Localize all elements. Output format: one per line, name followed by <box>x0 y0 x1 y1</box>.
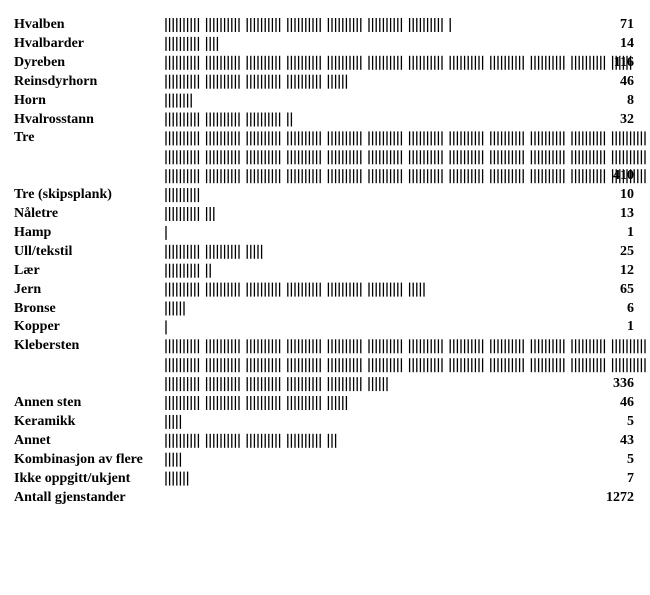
value-label: 13 <box>620 206 634 221</box>
category-label: Kombinasjon av flere <box>14 451 143 467</box>
total-label: Antall gjenstander <box>14 489 126 505</box>
value-label: 1 <box>627 319 634 335</box>
value-label: 65 <box>620 281 634 297</box>
value-label: 32 <box>620 111 634 127</box>
category-label: Hvalbarder <box>14 35 84 51</box>
category-label: Klebersten <box>14 338 80 354</box>
category-label: Bronse <box>14 300 56 316</box>
value-label: 43 <box>620 432 634 448</box>
category-label: Annet <box>14 432 51 448</box>
value-label: 336 <box>613 376 634 392</box>
category-label: Tre (skipsplank) <box>14 187 112 203</box>
value-label: 410 <box>613 168 634 184</box>
category-label: Tre <box>14 130 35 146</box>
category-label: Ikke oppgitt/ukjent <box>14 470 131 486</box>
category-label: Jern <box>14 281 42 297</box>
category-label: Hamp <box>14 224 52 240</box>
value-label: 116 <box>613 54 634 70</box>
value-label: 5 <box>627 451 634 467</box>
value-label: 71 <box>620 17 634 32</box>
category-label: Nåletre <box>14 206 59 221</box>
category-label: Reinsdyrhorn <box>14 73 98 89</box>
category-label: Annen sten <box>14 395 82 410</box>
category-label: Hvalben <box>14 17 65 32</box>
category-label: Dyreben <box>14 54 66 70</box>
value-label: 46 <box>620 395 634 410</box>
value-label: 10 <box>620 187 634 203</box>
value-label: 6 <box>627 300 634 316</box>
value-label: 14 <box>620 35 634 51</box>
category-label: Horn <box>14 92 46 108</box>
value-label: 12 <box>620 262 634 278</box>
value-label: 25 <box>620 243 634 259</box>
category-label: Hvalrosstann <box>14 111 94 127</box>
category-label: Kopper <box>14 319 60 335</box>
value-label: 46 <box>620 73 634 89</box>
category-label: Ull/tekstil <box>14 243 73 259</box>
category-label: Keramikk <box>14 413 76 429</box>
category-label: Lær <box>14 262 40 278</box>
value-label: 7 <box>627 470 634 486</box>
value-label: 1 <box>627 224 634 240</box>
value-label: 8 <box>627 92 634 108</box>
value-label: 5 <box>627 413 634 429</box>
total-value: 1272 <box>606 489 634 505</box>
